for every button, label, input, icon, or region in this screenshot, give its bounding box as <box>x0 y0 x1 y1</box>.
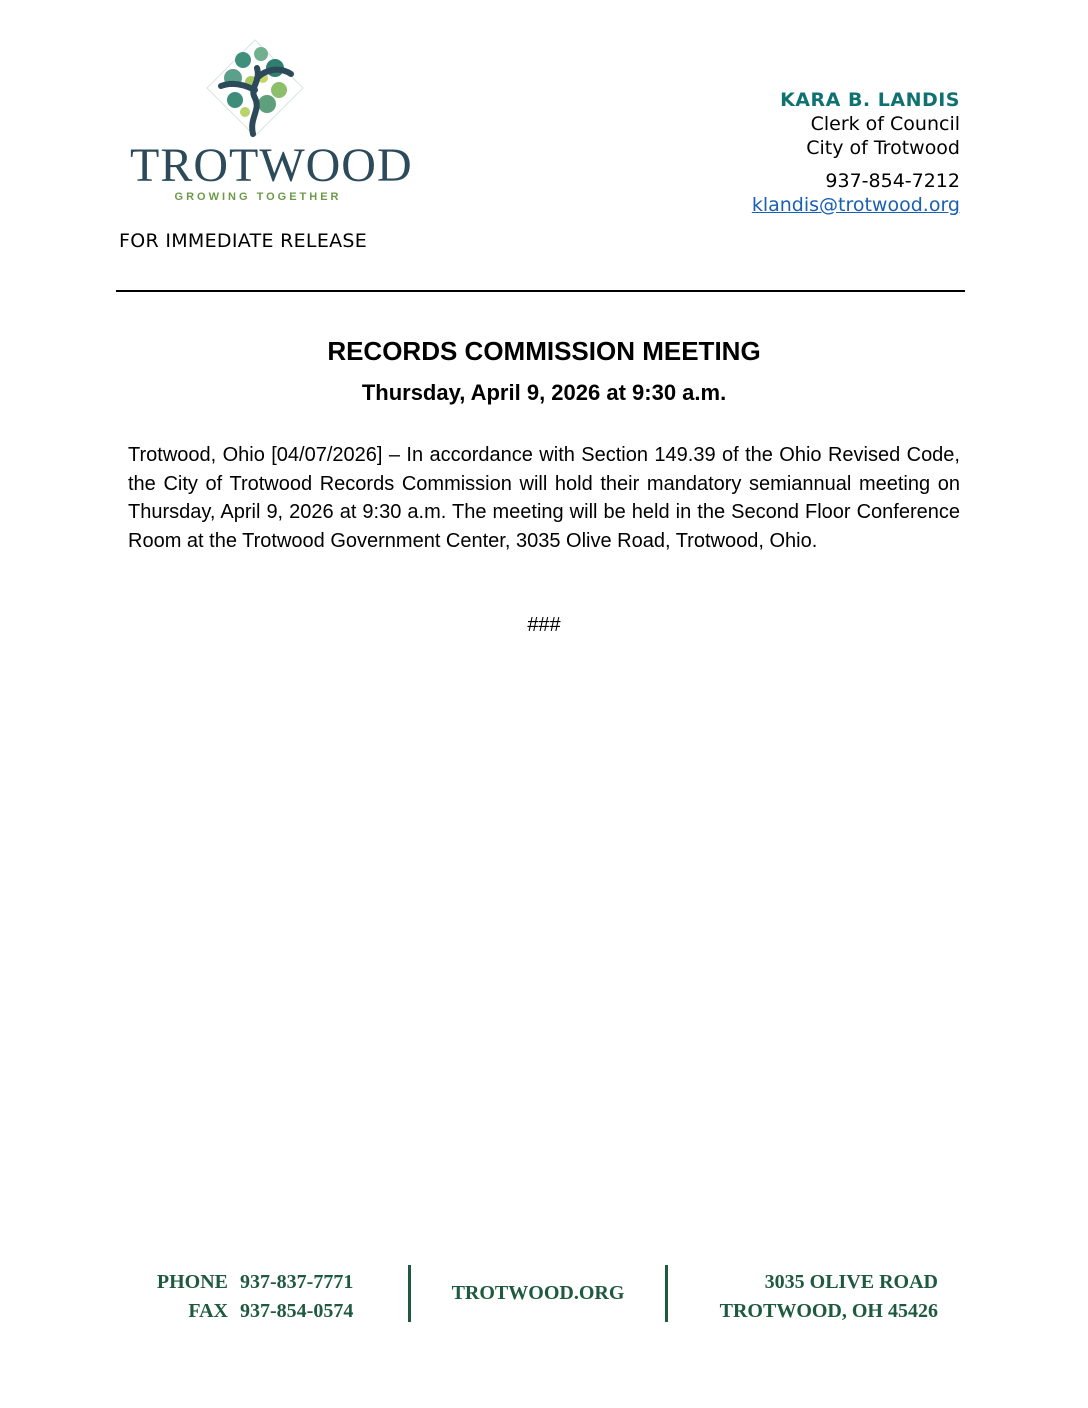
logo-tagline: GROWING TOGETHER <box>174 191 342 203</box>
end-mark: ### <box>527 614 561 636</box>
tree-icon <box>205 38 305 138</box>
page-subtitle: Thursday, April 9, 2026 at 9:30 a.m. <box>361 380 727 405</box>
contact-organization: City of Trotwood <box>806 137 960 159</box>
footer-address-line1: 3035 OLIVE ROAD <box>764 1271 938 1293</box>
footer-address-line2: TROTWOOD, OH 45426 <box>719 1300 938 1322</box>
page-title: RECORDS COMMISSION MEETING <box>327 336 761 366</box>
trotwood-logo <box>130 38 413 208</box>
footer-divider-left <box>408 1265 411 1322</box>
contact-title: Clerk of Council <box>810 113 960 135</box>
footer-phone-fax <box>146 1268 353 1326</box>
footer-address <box>720 1268 938 1326</box>
contact-block <box>752 88 960 217</box>
footer-fax-label: FAX <box>188 1300 228 1322</box>
release-label: FOR IMMEDIATE RELEASE <box>119 230 368 252</box>
footer-divider-right <box>665 1265 668 1322</box>
contact-email-link[interactable]: klandis@trotwood.org <box>751 194 960 216</box>
contact-phone: 937-854-7212 <box>825 170 960 192</box>
header-divider <box>116 290 965 292</box>
logo-wordmark: TROTWOOD <box>130 139 413 192</box>
footer-fax: 937-854-0574 <box>240 1300 354 1322</box>
contact-name: KARA B. LANDIS <box>780 89 960 111</box>
footer-phone: 937-837-7771 <box>240 1271 354 1293</box>
footer-phone-label: PHONE <box>156 1271 228 1293</box>
body-paragraph: Trotwood, Ohio [04/07/2026] – In accordance with Section 149.39 of the Ohio Revised Code, the City of Trotwood Records Commission will hold their mandatory semiannual meeting on Thursday, April 9, 2026 at 9:30 a.m. The meeting will be held in the Second Floor Conference Room at the Trotwood Government Center, 3035 Olive Road, Trotwood, Ohio. <box>128 444 960 552</box>
footer-website[interactable]: TROTWOOD.ORG <box>451 1282 625 1304</box>
